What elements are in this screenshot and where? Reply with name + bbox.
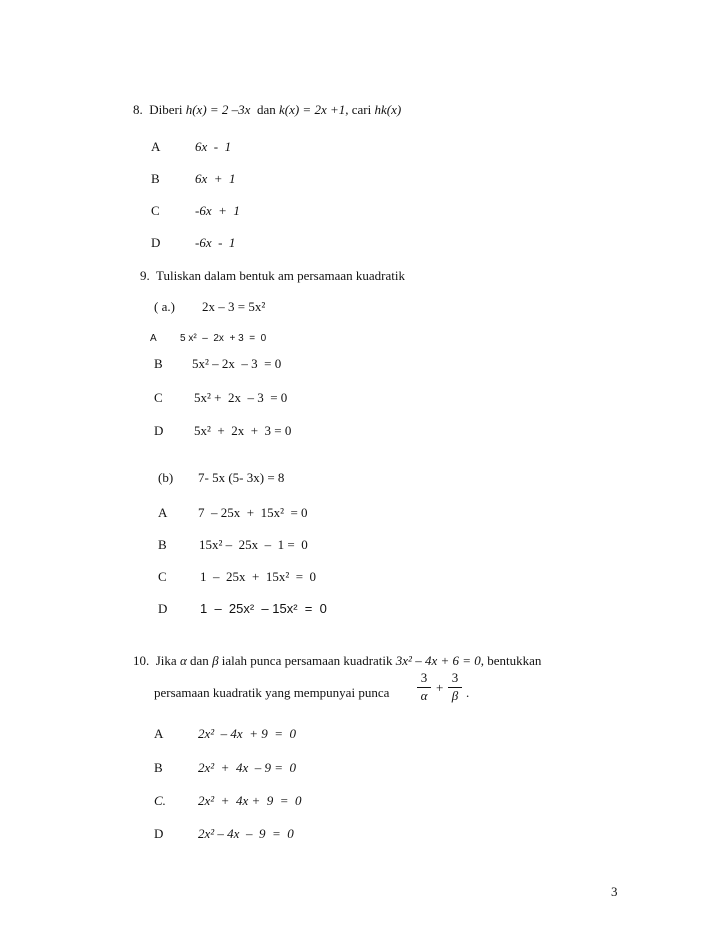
- q8-number: 8.: [133, 102, 143, 117]
- option-letter: B: [154, 760, 163, 775]
- q10-line2: persamaan kuadratik yang mempunyai punca: [154, 685, 390, 700]
- q10-option-a[interactable]: [154, 726, 296, 742]
- option-letter: C: [158, 569, 167, 584]
- q8-k-function: k(x) = 2x +1: [278, 102, 346, 117]
- option-text: 5x² + 2x – 3 = 0: [194, 390, 288, 405]
- q9a-option-d[interactable]: [154, 423, 291, 439]
- q9b-option-a[interactable]: [158, 505, 308, 521]
- option-text: 2x² – 4x + 9 = 0: [198, 726, 296, 741]
- option-text: -6x - 1: [195, 235, 236, 250]
- q8-h-function: h(x) = 2 –3x: [185, 102, 251, 117]
- option-letter: D: [151, 235, 161, 250]
- option-letter: C.: [154, 793, 166, 808]
- option-letter: A: [154, 726, 164, 741]
- q8-text-a: Diberi: [149, 102, 186, 117]
- option-text: -6x + 1: [195, 203, 240, 218]
- option-letter: C: [154, 390, 163, 405]
- option-text: 5x² + 2x + 3 = 0: [194, 423, 292, 438]
- option-letter: A: [150, 333, 157, 344]
- option-text: 5x² – 2x – 3 = 0: [192, 356, 282, 371]
- option-letter: B: [151, 171, 160, 186]
- option-letter: B: [154, 356, 163, 371]
- option-text: 5 x² – 2x + 3 = 0: [180, 333, 267, 344]
- q9-stem: [140, 268, 405, 284]
- q10-text-d: , bentukkan: [480, 653, 542, 668]
- q8-option-b[interactable]: [151, 171, 236, 187]
- fraction-denominator: β: [451, 688, 459, 703]
- option-letter: C: [151, 203, 160, 218]
- q10-option-b[interactable]: [154, 760, 296, 776]
- option-text: 6x + 1: [195, 171, 236, 186]
- q9a-equation: 2x – 3 = 5x²: [202, 299, 266, 314]
- q10-stem-line2: [154, 685, 389, 701]
- option-text: 7 – 25x + 15x² = 0: [198, 505, 308, 520]
- q10-number: 10.: [133, 653, 150, 668]
- page-number: 3: [611, 884, 618, 899]
- option-letter: A: [151, 139, 161, 154]
- fraction-numerator: 3: [451, 670, 459, 685]
- option-text: 15x² – 25x – 1 = 0: [199, 537, 308, 552]
- q9b-stem: [158, 470, 284, 486]
- q10-option-d[interactable]: [154, 826, 294, 842]
- option-letter: A: [158, 505, 168, 520]
- q8-stem: [133, 102, 401, 118]
- option-text: 2x² + 4x + 9 = 0: [198, 793, 302, 808]
- q8-option-a[interactable]: [151, 139, 231, 155]
- option-text: 2x² – 4x – 9 = 0: [198, 826, 294, 841]
- fraction-denominator: α: [420, 688, 428, 703]
- q10-alpha: α: [179, 653, 187, 668]
- q9b-option-b[interactable]: [158, 537, 308, 553]
- q8-option-c[interactable]: [151, 203, 240, 219]
- q9-number: 9.: [140, 268, 150, 283]
- option-letter: D: [154, 826, 164, 841]
- q10-fraction-alpha: [417, 670, 431, 704]
- fraction-numerator: 3: [420, 670, 428, 685]
- q10-stem: [133, 653, 541, 669]
- q9a-option-c[interactable]: [154, 390, 287, 406]
- q10-beta: β: [212, 653, 219, 668]
- option-letter: D: [154, 423, 164, 438]
- q9a-option-b[interactable]: [154, 356, 281, 372]
- option-letter: B: [158, 537, 167, 552]
- q10-plus: +: [436, 680, 444, 695]
- q8-text-c: , cari: [345, 102, 375, 117]
- option-letter: D: [158, 601, 168, 616]
- q9a-label: ( a.): [154, 299, 175, 314]
- option-text: 1 – 25x + 15x² = 0: [200, 569, 317, 584]
- q10-text-b: dan: [186, 653, 213, 668]
- q10-equation: 3x² – 4x + 6 = 0: [395, 653, 481, 668]
- q9-text: Tuliskan dalam bentuk am persamaan kuadratik: [156, 268, 406, 283]
- option-text: 1 – 25x² – 15x² = 0: [200, 601, 327, 616]
- q9b-option-d[interactable]: [158, 601, 327, 617]
- q9b-option-c[interactable]: [158, 569, 316, 585]
- q10-fraction-beta: [448, 670, 462, 704]
- q9b-equation: 7- 5x (5- 3x) = 8: [198, 470, 285, 485]
- q10-period: .: [466, 685, 470, 700]
- q10-text-a: Jika: [155, 653, 180, 668]
- option-text: 6x - 1: [195, 139, 232, 154]
- q8-text-b: dan: [250, 102, 279, 117]
- q9a-stem: [154, 299, 265, 315]
- q9b-label: (b): [158, 470, 174, 485]
- q9a-option-a[interactable]: [150, 333, 266, 344]
- option-text: 2x² + 4x – 9 = 0: [198, 760, 296, 775]
- q10-text-c: ialah punca persamaan kuadratik: [218, 653, 396, 668]
- q8-option-d[interactable]: [151, 235, 235, 251]
- q10-option-c[interactable]: [154, 793, 302, 809]
- q8-hk: hk(x): [374, 102, 402, 117]
